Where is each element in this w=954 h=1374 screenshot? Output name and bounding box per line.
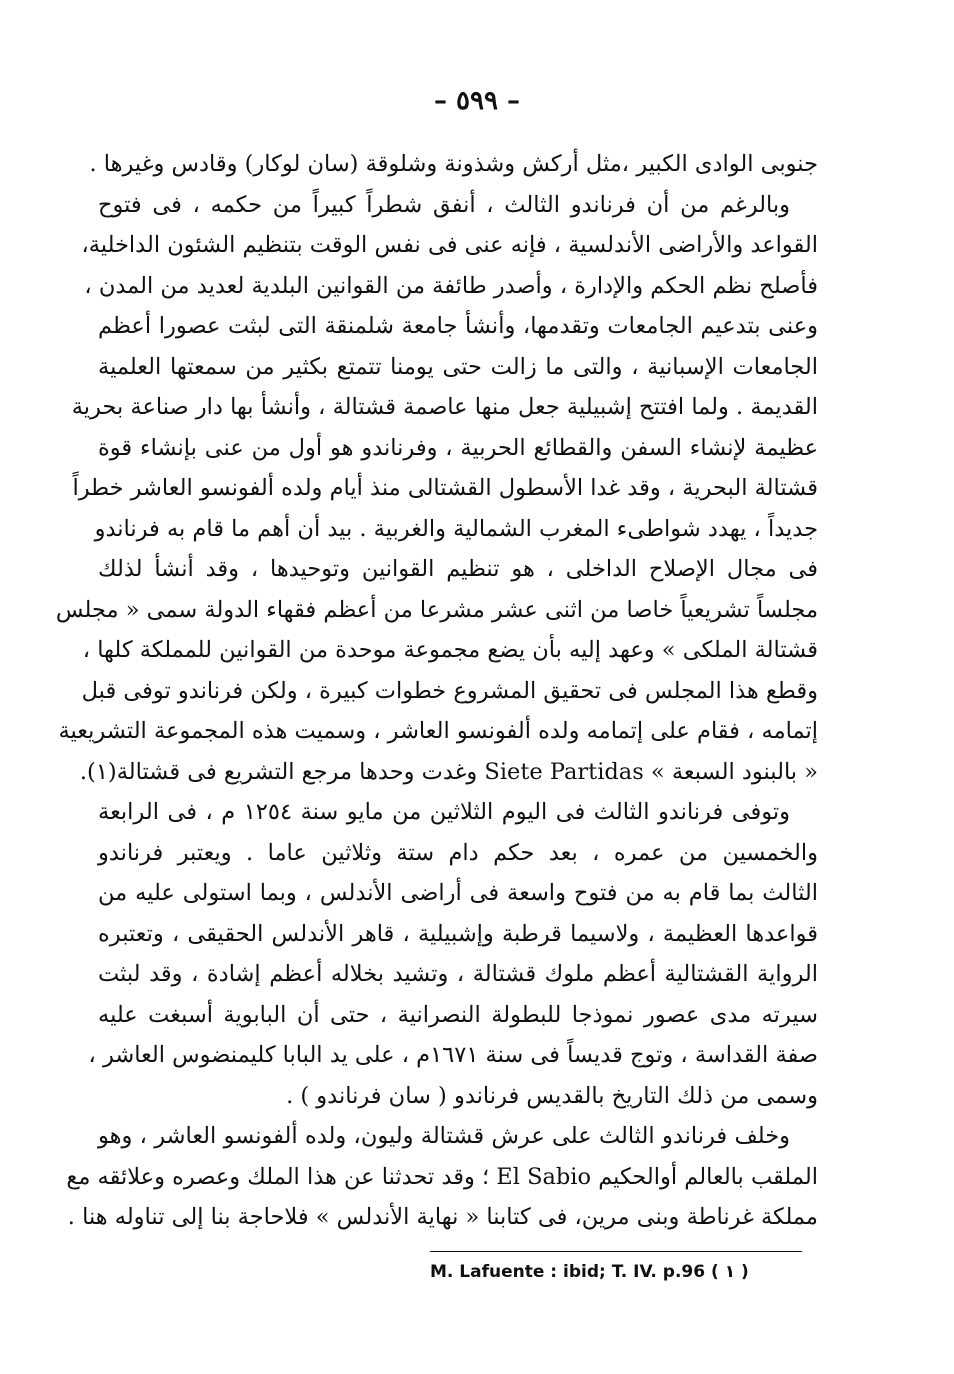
text-line: قشتالة البحرية ، وقد غدا الأسطول القشتالى منذ أيام ولده ألفونسو العاشر خطراً [72,475,818,501]
text-line: جديداً ، يهدد شواطىء المغرب الشمالية والغربية . بيد أن أهم ما قام به فرناندو [94,515,818,542]
text-line: « بالبنود السبعة » Siete Partidas وغدت وحدها مرجع التشريع فى قشتالة(١). [79,758,818,785]
text-line: وسمى من ذلك التاريخ بالقديس فرناندو ( سان فرناندو ) . [286,1082,818,1109]
text-line: القديمة . ولما افتتح إشبيلية جعل منها عاصمة قشتالة ، وأنشأ بها دار صناعة بحرية [71,394,818,420]
text-line: مجلساً تشريعياً خاصا من اثنى عشر مشرعا من أعظم فقهاء الدولة سمى « مجلس [55,596,818,623]
text-line: مملكة غرناطة وبنى مرين، فى كتابنا « نهاية الأندلس » فلاحاجة بنا إلى تناوله هنا . [67,1204,818,1230]
text-line: والخمسين من عمره ، بعد حكم دام ستة وثلاثين عاما . ويعتبر فرناندو [98,839,818,866]
text-line: قشتالة الملكى » وعهد إليه بأن يضع مجموعة موحدة من القوانين للمملكة كلها ، [82,637,818,663]
text-line: صفة القداسة ، وتوج قديساً فى سنة ١٦٧١م ، على يد البابا كليمنضوس العاشر ، [88,1042,818,1068]
text-line: وخلف فرناندو الثالث على عرش قشتالة وليون، ولده ألفونسو العاشر ، وهو [98,1123,790,1149]
text-line: الملقب بالعالم أوالحكيم El Sabio ؛ وقد تحدثنا عن هذا الملك وعصره وعلائقه مع [66,1163,818,1190]
text-line: سيرته مدى عصور نموذجا للبطولة النصرانية ، حتى أن البابوية أسبغت عليه [98,1001,818,1028]
text-line: الرواية القشتالية أعظم ملوك قشتالة ، وتشيد بخلاله أعظم إشادة ، وقد لبثت [98,961,818,987]
footnote: M. Lafuente : ibid; T. IV. p.96 ( ١ ) [430,1262,749,1282]
text-line: وتوفى فرناندو الثالث فى اليوم الثلاثين من مايو سنة ١٢٥٤ م ، فى الرابعة [98,799,791,825]
text-line: الثالث بما قام به من فتوح واسعة فى أراضى الأندلس ، وبما استولى عليه من [98,880,818,906]
footnote-divider [430,1251,802,1252]
text-line: الجامعات الإسبانية ، والتى ما زالت حتى يومنا تتمتع بكثير من سمعتها العلمية [98,353,818,380]
text-line: إتمامه ، فقام على إتمامه ولده ألفونسو العاشر ، وسميت هذه المجموعة التشريعية [58,718,818,744]
text-line: عظيمة لإنشاء السفن والقطائع الحربية ، وفرناندو هو أول من عنى بإنشاء قوة [98,434,818,461]
text-line: قواعدها العظيمة ، ولاسيما قرطبة وإشبيلية ، قاهر الأندلس الحقيقى ، وتعتبره [98,920,818,947]
text-line: وقطع هذا المجلس فى تحقيق المشروع خطوات كبيرة ، ولكن فرناندو توفى قبل [81,677,818,704]
page-number: – ٥٩٩ – [433,86,521,116]
body-text [55,144,818,1238]
text-line: جنوبى الوادى الكبير ،مثل أركش وشذونة وشلوقة (سان لوكار) وقادس وغيرها . [89,151,818,177]
text-line: القواعد والأراضى الأندلسية ، فإنه عنى فى نفس الوقت بتنظيم الشئون الداخلية، [81,232,818,258]
text-line: وعنى بتدعيم الجامعات وتقدمها، وأنشأ جامعة شلمنقة التى لبثت عصورا أعظم [98,313,818,339]
text-line: وبالرغم من أن فرناندو الثالث ، أنفق شطراً كبيراً من حكمه ، فى فتوح [98,191,790,218]
text-line: فى مجال الإصلاح الداخلى ، هو تنظيم القوانين وتوحيدها ، وقد أنشأ لذلك [98,556,818,582]
text-line: فأصلح نظم الحكم والإدارة ، وأصدر طائفة من القوانين البلدية لعديد من المدن ، [84,272,818,299]
